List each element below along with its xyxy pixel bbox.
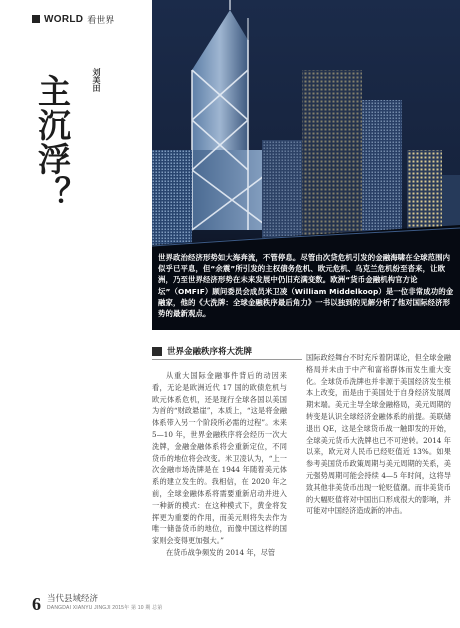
article-subhead [152, 346, 302, 360]
page-number: 6 [32, 594, 41, 614]
body-paragraph: 在货币战争频发的 2014 年，尽管 [166, 547, 276, 557]
magazine-name-en: DANGDAI XIANYU JINGJI 2015年 第 10 期 总第 [47, 605, 163, 611]
article-author: 刘美田 [92, 68, 101, 92]
magazine-name [47, 594, 162, 612]
body-paragraph: 从重大国际金融事件背后的动因来看，无论是欧洲近代 17 国的欧债危机与欧元体系危机，还是现行全球各国以美国为首的“财政悬崖”，本质上，“这是将金融体系带入另一个阶段所必需的过程”。未来 5—10 年，世界金融秩序将会经历一次大洗牌，金融金融体系将会重新定位，不同货币的地位将会改变。米卫凌认为，“上一次金融市场洗牌是在 1944 年随着美元体系的建立发生的。我相信，在 2020 年之前，全球金融体系将需要重新启动并进入一种新的模式：在这种模式下，黄金将发挥更为重要的作用，而美元则将失去作为唯一储备货币的地位，而像中国这样的国家则会变得更加强大。” [152, 371, 287, 546]
photo-caption: 世界政治经济形势如大海奔流，不管停息。尽管由次贷危机引发的金融海啸在全球范围内似乎已平息，但“余震”所引发的主权债务危机、欧元危机、乌克兰危机纷至沓来，让欧洲，乃至世界经济形势在未来发展中仍旧充满变数。欧洲“货币金融机构官方论坛”（OMFIF）顾问委员会成员米卫凌（William Middelkoop）是一位非常成功的金融家，他的《大洗牌：全球金融秩序最后角力》一书以独到的见解分析了他对国际经济形势的最新观点。 [158, 253, 454, 319]
section-label-en: WORLD [44, 13, 84, 25]
subhead-text: 世界金融秩序将大洗牌 [167, 347, 253, 357]
subhead-marker-icon [152, 347, 162, 356]
section-label-cn: 看世界 [87, 15, 115, 26]
body-paragraph: 国际政经舞台不时充斥着阴谋论，但全球金融格局并未由于中产和富裕群体而发生重大变化。全球货币洗牌也并非源于美国经济发生根本上改变，而是由于美国处于自身经济发展周期末端。美元主导全球金融格局，美元周期的转变是认识全球经济金融体系的前提。美联储退出 QE，这是全球货币战一触即发的开始，全球美元货币大洗牌也已不可逆转。2014 年以来，欧元对人民币已经贬值近 13%。如果参考美国货币政策周期与美元周期的关系，美元强势周期可能会持续 4—5 年时间，这将导致其他非美货币出现一轮贬值潮。而非美货币的大幅贬值将对中国出口形成很大的影响，并可能对中国经济造成新的冲击。 [306, 353, 451, 516]
body-column-1 [152, 370, 287, 559]
page-footer [32, 594, 162, 616]
section-square-icon [32, 15, 40, 23]
article-title: 主沉浮？ [33, 74, 72, 210]
article-title-wrap [30, 74, 76, 474]
section-tag [32, 12, 114, 26]
magazine-name-cn: 当代县域经济 [47, 594, 99, 604]
body-column-2 [306, 352, 451, 517]
